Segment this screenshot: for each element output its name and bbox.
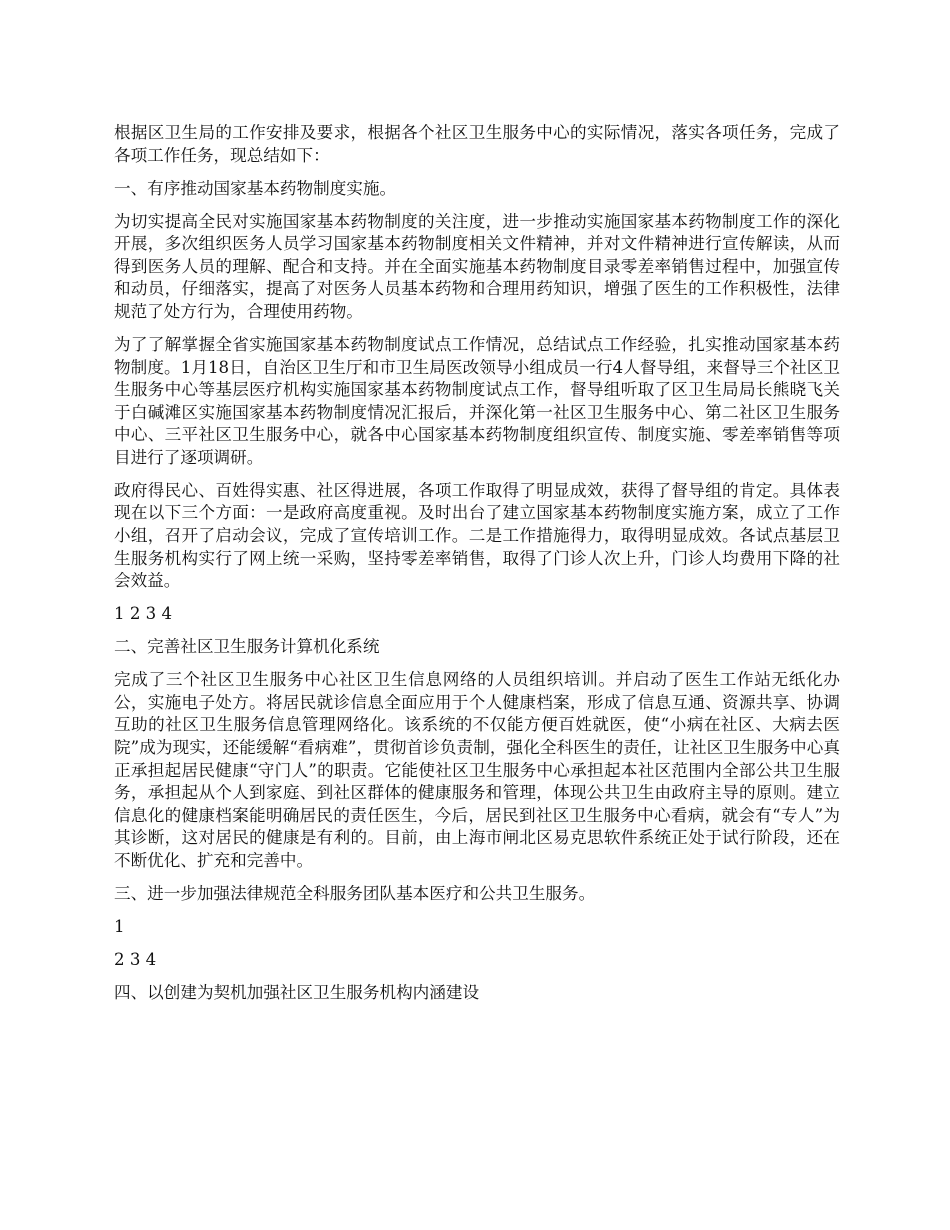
paragraph-intro: 根据区卫生局的工作安排及要求，根据各个社区卫生服务中心的实际情况，落实各项任务，完成了各项工作任务，现总结如下： — [114, 123, 840, 165]
paragraph-section-2-body: 完成了三个社区卫生服务中心社区卫生信息网络的人员组织培训。并启动了医生工作站无纸化办公，实施电子处方。将居民就诊信息全面应用于个人健康档案，形成了信息互通、资源共享、协调互助的社区卫生服务信息管理网络化。该系统的不仅能方便百姓就医，使“小病在社区、大病去医院”成为现实，还能缓解“看病难”，贯彻首诊负责制，强化全科医生的责任，让社区卫生服务中心真正承担起居民健康“守门人”的职责。它能使社区卫生服务中心承担起本社区范围内全部公共卫生服务，承担起从个人到家庭、到社区群体的健康服务和管理，体现公共卫生由政府主导的原则。建立信息化的健康档案能明确居民的责任医生，今后，居民到社区卫生服务中心看病，就会有“专人”为其诊断，这对居民的健康是有利的。目前，由上海市闸北区易克思软件系统正处于试行阶段，还在不断优化、扩充和完善中。 — [114, 670, 840, 870]
paragraph-section-1-body: 为切实提高全民对实施国家基本药物制度的关注度，进一步推动实施国家基本药物制度工作的深化开展，多次组织医务人员学习国家基本药物制度相关文件精神，并对文件精神进行宣传解读，从而得到医务人员的理解、配合和支持。并在全面实施基本药物制度目录零差率销售过程中，加强宣传和动员，仔细落实，提高了对医务人员基本药物和合理用药知识，增强了医生的工作积极性，法律规范了处方行为，合理使用药物。 — [114, 211, 840, 321]
paragraph-results: 政府得民心、百姓得实惠、社区得进展，各项工作取得了明显成效，获得了督导组的肯定。具体表现在以下三个方面：一是政府高度重视。及时出台了建立国家基本药物制度实施方案，成立了工作小组，召开了启动会议，完成了宣传培训工作。二是工作措施得力，取得明显成效。各试点基层卫生服务机构实行了网上统一采购，坚持零差率销售，取得了门诊人次上升，门诊人均费用下降的社会效益。 — [114, 480, 840, 591]
heading-section-4: 四、以创建为契机加强社区卫生服务机构内涵建设 — [114, 982, 480, 1002]
numbering-line-3: 2 3 4 — [114, 949, 157, 969]
heading-section-3: 三、进一步加强法律规范全科服务团队基本医疗和公共卫生服务。 — [114, 883, 596, 903]
numbering-line-2: 1 — [114, 916, 125, 936]
heading-section-1: 一、有序推动国家基本药物制度实施。 — [114, 178, 397, 198]
document-body — [114, 122, 840, 1015]
paragraph-inspection: 为了了解掌握全省实施国家基本药物制度试点工作情况，总结试点工作经验，扎实推动国家基本药物制度。1月18日，自治区卫生厅和市卫生局医改领导小组成员一行4人督导组，来督导三个社区卫生服务中心等基层医疗机构实施国家基本药物制度试点工作，督导组听取了区卫生局局长熊晓飞关于白碱滩区实施国家基本药物制度情况汇报后，并深化第一社区卫生服务中心、第二社区卫生服务中心、三平社区卫生服务中心，就各中心国家基本药物制度组织宣传、制度实施、零差率销售等项目进行了逐项调研。 — [114, 334, 840, 467]
heading-section-2: 二、完善社区卫生服务计算机化系统 — [114, 637, 380, 657]
numbering-line-1: 1 2 3 4 — [114, 604, 173, 624]
